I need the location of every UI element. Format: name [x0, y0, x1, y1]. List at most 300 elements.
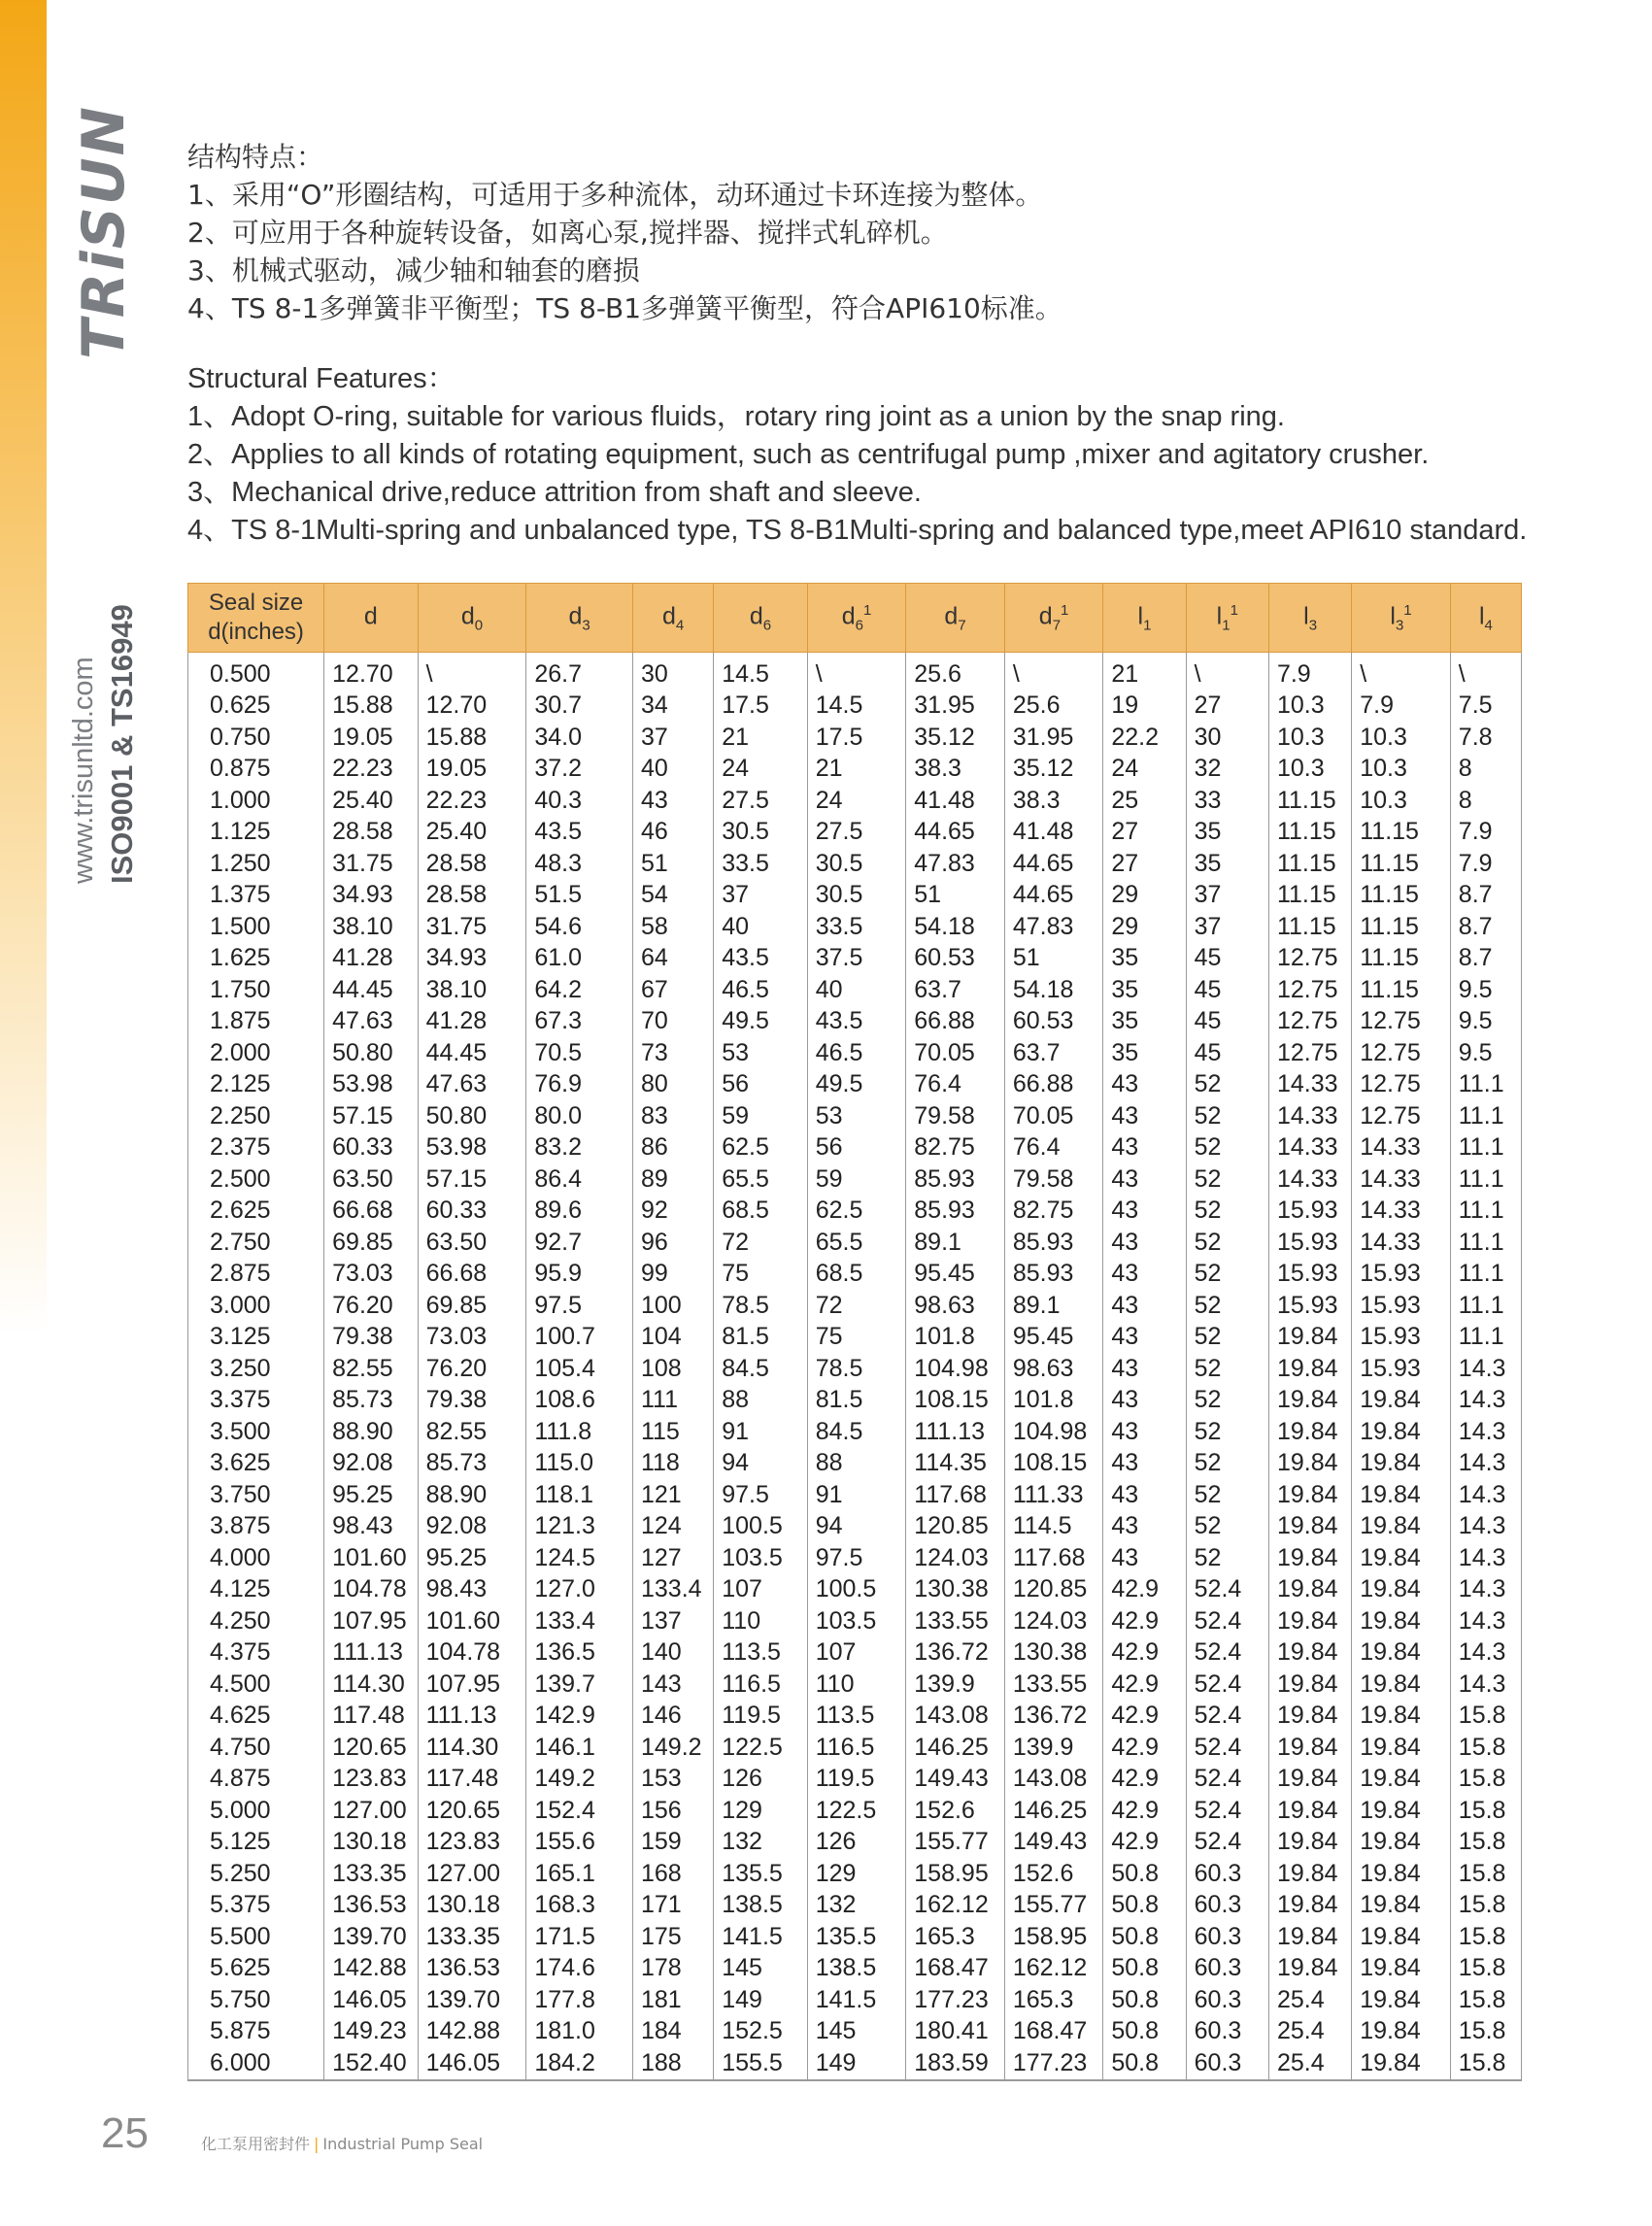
table-cell: 52 — [1186, 1511, 1268, 1543]
table-cell: 149 — [714, 1984, 807, 2016]
table-cell: 84.5 — [807, 1416, 906, 1448]
table-cell: 33 — [1186, 785, 1268, 817]
table-cell: 11.15 — [1268, 848, 1351, 880]
table-cell: 38.3 — [906, 754, 1005, 786]
table-cell: 177.8 — [526, 1984, 633, 2016]
table-row — [188, 1858, 1522, 1890]
table-cell: 120.85 — [1004, 1574, 1103, 1606]
table-cell: 60.3 — [1186, 1890, 1268, 1922]
table-cell: 171.5 — [526, 1921, 633, 1953]
table-cell: 116.5 — [714, 1669, 807, 1701]
table-cell: 146.25 — [906, 1732, 1005, 1764]
table-cell: 19.84 — [1352, 1669, 1451, 1701]
table-cell: 15.8 — [1450, 1764, 1521, 1796]
table-cell: 19.84 — [1352, 1921, 1451, 1953]
table-cell: 85.93 — [1004, 1259, 1103, 1291]
table-cell: 50.8 — [1103, 1890, 1186, 1922]
table-cell: 14.3 — [1450, 1353, 1521, 1385]
table-row — [188, 1542, 1522, 1574]
table-cell: 19.84 — [1268, 1764, 1351, 1796]
table-cell: 72 — [807, 1290, 906, 1322]
table-cell: 40 — [807, 974, 906, 1006]
table-cell: 19.84 — [1268, 1669, 1351, 1701]
table-cell: 165.3 — [906, 1921, 1005, 1953]
table-cell: 14.3 — [1450, 1448, 1521, 1480]
table-cell: 43 — [1103, 1196, 1186, 1228]
table-cell: 19.84 — [1352, 1479, 1451, 1511]
table-cell: 19.84 — [1352, 1732, 1451, 1764]
table-cell: 50.8 — [1103, 1858, 1186, 1890]
table-cell: 15.93 — [1268, 1227, 1351, 1259]
table-cell: 52 — [1186, 1132, 1268, 1164]
table-cell: 29 — [1103, 911, 1186, 943]
table-row — [188, 880, 1522, 912]
header-col: $d_3$ — [526, 584, 633, 653]
table-cell: 108.15 — [906, 1385, 1005, 1417]
table-cell: 38.10 — [418, 974, 526, 1006]
table-cell: 82.75 — [906, 1132, 1005, 1164]
table-cell: 143.08 — [906, 1701, 1005, 1733]
table-cell: 7.9 — [1450, 817, 1521, 849]
table-cell: 48.3 — [526, 848, 633, 880]
features-cn-title: 结构特点： — [187, 141, 324, 173]
table-cell: 56 — [714, 1069, 807, 1101]
table-row — [188, 1795, 1522, 1827]
table-cell: 94 — [807, 1511, 906, 1543]
table-cell: 44.45 — [324, 974, 418, 1006]
table-cell: 15.8 — [1450, 1858, 1521, 1890]
table-cell: 155.5 — [714, 2047, 807, 2080]
table-cell: 60.3 — [1186, 1984, 1268, 2016]
table-row — [188, 785, 1522, 817]
table-cell: 50.8 — [1103, 1921, 1186, 1953]
seal-size-cell: 5.250 — [188, 1858, 324, 1890]
table-cell: 174.6 — [526, 1953, 633, 1985]
table-cell: 108.6 — [526, 1385, 633, 1417]
table-cell: 19.84 — [1268, 1827, 1351, 1859]
table-cell: 69.85 — [418, 1290, 526, 1322]
table-cell: 73.03 — [324, 1259, 418, 1291]
table-cell: 54 — [632, 880, 713, 912]
table-cell: 60.53 — [1004, 1006, 1103, 1038]
table-cell: 143 — [632, 1669, 713, 1701]
table-cell: 141.5 — [807, 1984, 906, 2016]
table-cell: 31.95 — [1004, 722, 1103, 754]
table-cell: 37 — [1186, 911, 1268, 943]
table-cell: 42.9 — [1103, 1574, 1186, 1606]
table-cell: 43 — [1103, 1322, 1186, 1354]
table-cell: 136.5 — [526, 1637, 633, 1670]
table-cell: 19.84 — [1352, 2016, 1451, 2048]
table-cell: 22.23 — [324, 754, 418, 786]
table-cell: 35 — [1186, 817, 1268, 849]
table-cell: 153 — [632, 1764, 713, 1796]
table-cell: 132 — [807, 1890, 906, 1922]
table-cell: 104.98 — [906, 1353, 1005, 1385]
seal-size-cell: 2.125 — [188, 1069, 324, 1101]
table-cell: 44.65 — [1004, 880, 1103, 912]
table-cell: 85.73 — [324, 1385, 418, 1417]
table-cell: 54.18 — [906, 911, 1005, 943]
table-cell: 15.93 — [1268, 1290, 1351, 1322]
table-cell: 19.84 — [1352, 1890, 1451, 1922]
table-cell: 76.4 — [906, 1069, 1005, 1101]
table-cell: 89.1 — [906, 1227, 1005, 1259]
table-cell: 130.38 — [906, 1574, 1005, 1606]
table-cell: 14.3 — [1450, 1511, 1521, 1543]
table-cell: 43 — [1103, 1353, 1186, 1385]
table-cell: 33.5 — [807, 911, 906, 943]
table-cell: 117.68 — [906, 1479, 1005, 1511]
table-row — [188, 1732, 1522, 1764]
table-cell: 19.84 — [1352, 1511, 1451, 1543]
table-cell: 67.3 — [526, 1006, 633, 1038]
table-cell: 52.4 — [1186, 1732, 1268, 1764]
table-cell: 81.5 — [714, 1322, 807, 1354]
header-col: $d_7$ — [906, 584, 1005, 653]
table-row — [188, 1890, 1522, 1922]
table-cell: 133.55 — [906, 1605, 1005, 1637]
table-cell: 52.4 — [1186, 1795, 1268, 1827]
header-col: $d_7^1$ — [1004, 584, 1103, 653]
table-cell: 66.68 — [418, 1259, 526, 1291]
table-cell: 14.33 — [1352, 1227, 1451, 1259]
table-cell: 95.45 — [906, 1259, 1005, 1291]
table-cell: 139.70 — [324, 1921, 418, 1953]
table-cell: 118 — [632, 1448, 713, 1480]
table-cell: 142.88 — [324, 1953, 418, 1985]
table-cell: 63.50 — [418, 1227, 526, 1259]
table-cell: 120.85 — [906, 1511, 1005, 1543]
table-cell: 40.3 — [526, 785, 633, 817]
table-cell: 14.3 — [1450, 1637, 1521, 1670]
table-cell: 45 — [1186, 943, 1268, 975]
table-cell: 19.84 — [1352, 1953, 1451, 1985]
table-cell: 27 — [1186, 691, 1268, 723]
website-text: www.trisunltd.com — [68, 657, 99, 884]
seal-size-cell: 2.625 — [188, 1196, 324, 1228]
table-cell: 35 — [1103, 974, 1186, 1006]
table-cell: 12.70 — [324, 653, 418, 691]
table-cell: 47.83 — [1004, 911, 1103, 943]
header-col: d — [324, 584, 418, 653]
table-cell: 133.35 — [324, 1858, 418, 1890]
table-cell: 44.65 — [906, 817, 1005, 849]
table-cell: 85.93 — [1004, 1227, 1103, 1259]
table-cell: 100.5 — [807, 1574, 906, 1606]
table-cell: 52.4 — [1186, 1637, 1268, 1670]
table-cell: 11.15 — [1352, 848, 1451, 880]
table-cell: 14.33 — [1268, 1164, 1351, 1196]
table-cell: 76.20 — [324, 1290, 418, 1322]
table-cell: 44.65 — [1004, 848, 1103, 880]
table-cell: 107.95 — [324, 1605, 418, 1637]
table-cell: 35 — [1103, 1037, 1186, 1069]
table-row — [188, 1605, 1522, 1637]
table-cell: 19.84 — [1268, 1637, 1351, 1670]
features-cn-item: 4、TS 8-1多弹簧非平衡型；TS 8-B1多弹簧平衡型，符合API610标准。 — [187, 292, 1062, 324]
table-cell: 126 — [807, 1827, 906, 1859]
table-cell: 127.0 — [526, 1574, 633, 1606]
table-cell: 40 — [632, 754, 713, 786]
table-cell: 88 — [807, 1448, 906, 1480]
table-cell: 15.93 — [1352, 1290, 1451, 1322]
table-cell: 12.75 — [1268, 974, 1351, 1006]
table-cell: 53 — [714, 1037, 807, 1069]
table-cell: 168.47 — [906, 1953, 1005, 1985]
table-cell: 19.84 — [1352, 1542, 1451, 1574]
table-cell: 98.43 — [324, 1511, 418, 1543]
table-cell: 54.6 — [526, 911, 633, 943]
table-cell: 47.63 — [324, 1006, 418, 1038]
table-cell: 15.8 — [1450, 1732, 1521, 1764]
table-cell: 24 — [807, 785, 906, 817]
table-cell: 62.5 — [714, 1132, 807, 1164]
table-cell: 24 — [714, 754, 807, 786]
table-cell: 136.53 — [324, 1890, 418, 1922]
seal-size-cell: 1.750 — [188, 974, 324, 1006]
table-cell: 15.8 — [1450, 2047, 1521, 2080]
table-cell: 19.84 — [1352, 1701, 1451, 1733]
table-cell: 139.9 — [906, 1669, 1005, 1701]
table-cell: 51 — [906, 880, 1005, 912]
table-cell: 98.63 — [906, 1290, 1005, 1322]
table-cell: 124.03 — [1004, 1605, 1103, 1637]
table-cell: 43 — [1103, 1290, 1186, 1322]
table-cell: 111.8 — [526, 1416, 633, 1448]
table-cell: 53.98 — [418, 1132, 526, 1164]
table-cell: 52.4 — [1186, 1669, 1268, 1701]
table-cell: 43.5 — [807, 1006, 906, 1038]
table-cell: 42.9 — [1103, 1669, 1186, 1701]
table-cell: 40 — [714, 911, 807, 943]
table-body — [188, 653, 1522, 2080]
table-cell: 100.7 — [526, 1322, 633, 1354]
seal-size-cell: 4.375 — [188, 1637, 324, 1670]
table-cell: 14.3 — [1450, 1574, 1521, 1606]
table-row — [188, 1574, 1522, 1606]
table-cell: 61.0 — [526, 943, 633, 975]
table-cell: 111.13 — [906, 1416, 1005, 1448]
seal-size-cell: 5.625 — [188, 1953, 324, 1985]
table-cell: 49.5 — [807, 1069, 906, 1101]
header-col: $l_3$ — [1268, 584, 1351, 653]
table-cell: 52 — [1186, 1290, 1268, 1322]
table-cell: 7.9 — [1450, 848, 1521, 880]
table-cell: 15.88 — [418, 722, 526, 754]
table-cell: 96 — [632, 1227, 713, 1259]
table-cell: 11.1 — [1450, 1132, 1521, 1164]
table-cell: 11.15 — [1268, 880, 1351, 912]
table-row — [188, 1322, 1522, 1354]
table-cell: 94 — [714, 1448, 807, 1480]
table-row — [188, 848, 1522, 880]
header-col: $d_0$ — [418, 584, 526, 653]
table-cell: 43 — [1103, 1100, 1186, 1132]
seal-size-cell: 4.250 — [188, 1605, 324, 1637]
table-cell: 73 — [632, 1037, 713, 1069]
seal-size-cell: 4.000 — [188, 1542, 324, 1574]
table-cell: 178 — [632, 1953, 713, 1985]
table-cell: 7.9 — [1352, 691, 1451, 723]
table-cell: 37 — [1186, 880, 1268, 912]
table-cell: 14.3 — [1450, 1416, 1521, 1448]
table-cell: 108.15 — [1004, 1448, 1103, 1480]
table-cell: 37 — [632, 722, 713, 754]
table-cell: 111.13 — [324, 1637, 418, 1670]
table-cell: 15.8 — [1450, 1701, 1521, 1733]
table-cell: 177.23 — [1004, 2047, 1103, 2080]
table-cell: 8 — [1450, 754, 1521, 786]
table-cell: 27.5 — [714, 785, 807, 817]
table-row — [188, 722, 1522, 754]
table-cell: 24 — [1103, 754, 1186, 786]
table-cell: 15.8 — [1450, 1953, 1521, 1985]
table-cell: 79.38 — [418, 1385, 526, 1417]
table-cell: 42.9 — [1103, 1701, 1186, 1733]
table-cell: 14.5 — [807, 691, 906, 723]
table-cell: 15.93 — [1352, 1353, 1451, 1385]
table-row — [188, 1164, 1522, 1196]
table-cell: 65.5 — [807, 1227, 906, 1259]
table-cell: 70.05 — [906, 1037, 1005, 1069]
table-cell: 19.84 — [1268, 1353, 1351, 1385]
seal-size-cell: 0.875 — [188, 754, 324, 786]
table-cell: 149.23 — [324, 2016, 418, 2048]
table-cell: 11.15 — [1352, 911, 1451, 943]
table-cell: 119.5 — [714, 1701, 807, 1733]
table-cell: 177.23 — [906, 1984, 1005, 2016]
table-cell: 98.63 — [1004, 1353, 1103, 1385]
table-cell: 25.40 — [324, 785, 418, 817]
table-cell: 62.5 — [807, 1196, 906, 1228]
table-cell: 121.3 — [526, 1511, 633, 1543]
table-cell: 11.1 — [1450, 1196, 1521, 1228]
table-row — [188, 1006, 1522, 1038]
table-cell: 60.53 — [906, 943, 1005, 975]
table-cell: 88 — [714, 1385, 807, 1417]
table-cell: 63.50 — [324, 1164, 418, 1196]
table-cell: 19.05 — [324, 722, 418, 754]
table-cell: 52.4 — [1186, 1605, 1268, 1637]
table-cell: 103.5 — [714, 1542, 807, 1574]
table-cell: 149.43 — [906, 1764, 1005, 1796]
table-cell: 52.4 — [1186, 1574, 1268, 1606]
table-cell: 83 — [632, 1100, 713, 1132]
table-cell: 21 — [714, 722, 807, 754]
table-cell: 156 — [632, 1795, 713, 1827]
table-cell: 171 — [632, 1890, 713, 1922]
table-cell: 42.9 — [1103, 1827, 1186, 1859]
table-cell: 127 — [632, 1542, 713, 1574]
table-cell: 70 — [632, 1006, 713, 1038]
seal-size-cell: 1.500 — [188, 911, 324, 943]
table-cell: 108 — [632, 1353, 713, 1385]
table-cell: 26.7 — [526, 653, 633, 691]
table-cell: 101.60 — [324, 1542, 418, 1574]
table-cell: 10.3 — [1352, 785, 1451, 817]
table-cell: \ — [1004, 653, 1103, 691]
table-cell: 29 — [1103, 880, 1186, 912]
table-cell: 152.4 — [526, 1795, 633, 1827]
table-cell: 103.5 — [807, 1605, 906, 1637]
table-cell: 184.2 — [526, 2047, 633, 2080]
table-cell: 111 — [632, 1385, 713, 1417]
table-cell: 135.5 — [714, 1858, 807, 1890]
table-cell: 19.84 — [1268, 1322, 1351, 1354]
table-cell: 123.83 — [418, 1827, 526, 1859]
table-cell: 54.18 — [1004, 974, 1103, 1006]
table-cell: 124 — [632, 1511, 713, 1543]
table-cell: 64 — [632, 943, 713, 975]
header-col: $d_6$ — [714, 584, 807, 653]
table-row — [188, 1100, 1522, 1132]
table-cell: 12.75 — [1352, 1100, 1451, 1132]
seal-size-cell: 0.500 — [188, 653, 324, 691]
table-row — [188, 691, 1522, 723]
table-cell: 115.0 — [526, 1448, 633, 1480]
table-cell: 51 — [1004, 943, 1103, 975]
table-cell: 149 — [807, 2047, 906, 2080]
table-cell: 101.8 — [1004, 1385, 1103, 1417]
table-cell: 97.5 — [714, 1479, 807, 1511]
table-row — [188, 1196, 1522, 1228]
table-cell: 37.2 — [526, 754, 633, 786]
table-cell: \ — [807, 653, 906, 691]
table-cell: 60.3 — [1186, 1858, 1268, 1890]
table-cell: 92.7 — [526, 1227, 633, 1259]
table-cell: 50.8 — [1103, 2016, 1186, 2048]
table-cell: 9.5 — [1450, 1037, 1521, 1069]
table-cell: 7.8 — [1450, 722, 1521, 754]
table-cell: 19.84 — [1268, 1542, 1351, 1574]
table-cell: 92.08 — [324, 1448, 418, 1480]
table-cell: 19.84 — [1352, 1637, 1451, 1670]
table-row — [188, 1984, 1522, 2016]
table-cell: 12.75 — [1352, 1006, 1451, 1038]
table-cell: 91 — [714, 1416, 807, 1448]
seal-size-cell: 2.750 — [188, 1227, 324, 1259]
table-cell: 70.5 — [526, 1037, 633, 1069]
table-row — [188, 1953, 1522, 1985]
table-cell: 14.3 — [1450, 1605, 1521, 1637]
table-cell: 155.77 — [1004, 1890, 1103, 1922]
table-cell: 10.3 — [1268, 754, 1351, 786]
table-cell: 120.65 — [418, 1795, 526, 1827]
table-cell: 15.8 — [1450, 2016, 1521, 2048]
table-cell: 155.77 — [906, 1827, 1005, 1859]
table-cell: 85.73 — [418, 1448, 526, 1480]
table-cell: 79.58 — [1004, 1164, 1103, 1196]
table-cell: 145 — [807, 2016, 906, 2048]
table-cell: 88.90 — [418, 1479, 526, 1511]
seal-size-cell: 2.875 — [188, 1259, 324, 1291]
table-cell: 140 — [632, 1637, 713, 1670]
table-cell: 33.5 — [714, 848, 807, 880]
table-cell: 41.48 — [1004, 817, 1103, 849]
table-cell: 15.93 — [1268, 1259, 1351, 1291]
table-cell: 137 — [632, 1605, 713, 1637]
table-cell: 130.18 — [324, 1827, 418, 1859]
table-cell: 22.23 — [418, 785, 526, 817]
table-cell: 133.4 — [526, 1605, 633, 1637]
table-cell: 114.5 — [1004, 1511, 1103, 1543]
table-cell: 43 — [1103, 1132, 1186, 1164]
table-cell: 19.84 — [1268, 1479, 1351, 1511]
table-cell: 181 — [632, 1984, 713, 2016]
table-cell: 73.03 — [418, 1322, 526, 1354]
table-cell: 127.00 — [324, 1795, 418, 1827]
